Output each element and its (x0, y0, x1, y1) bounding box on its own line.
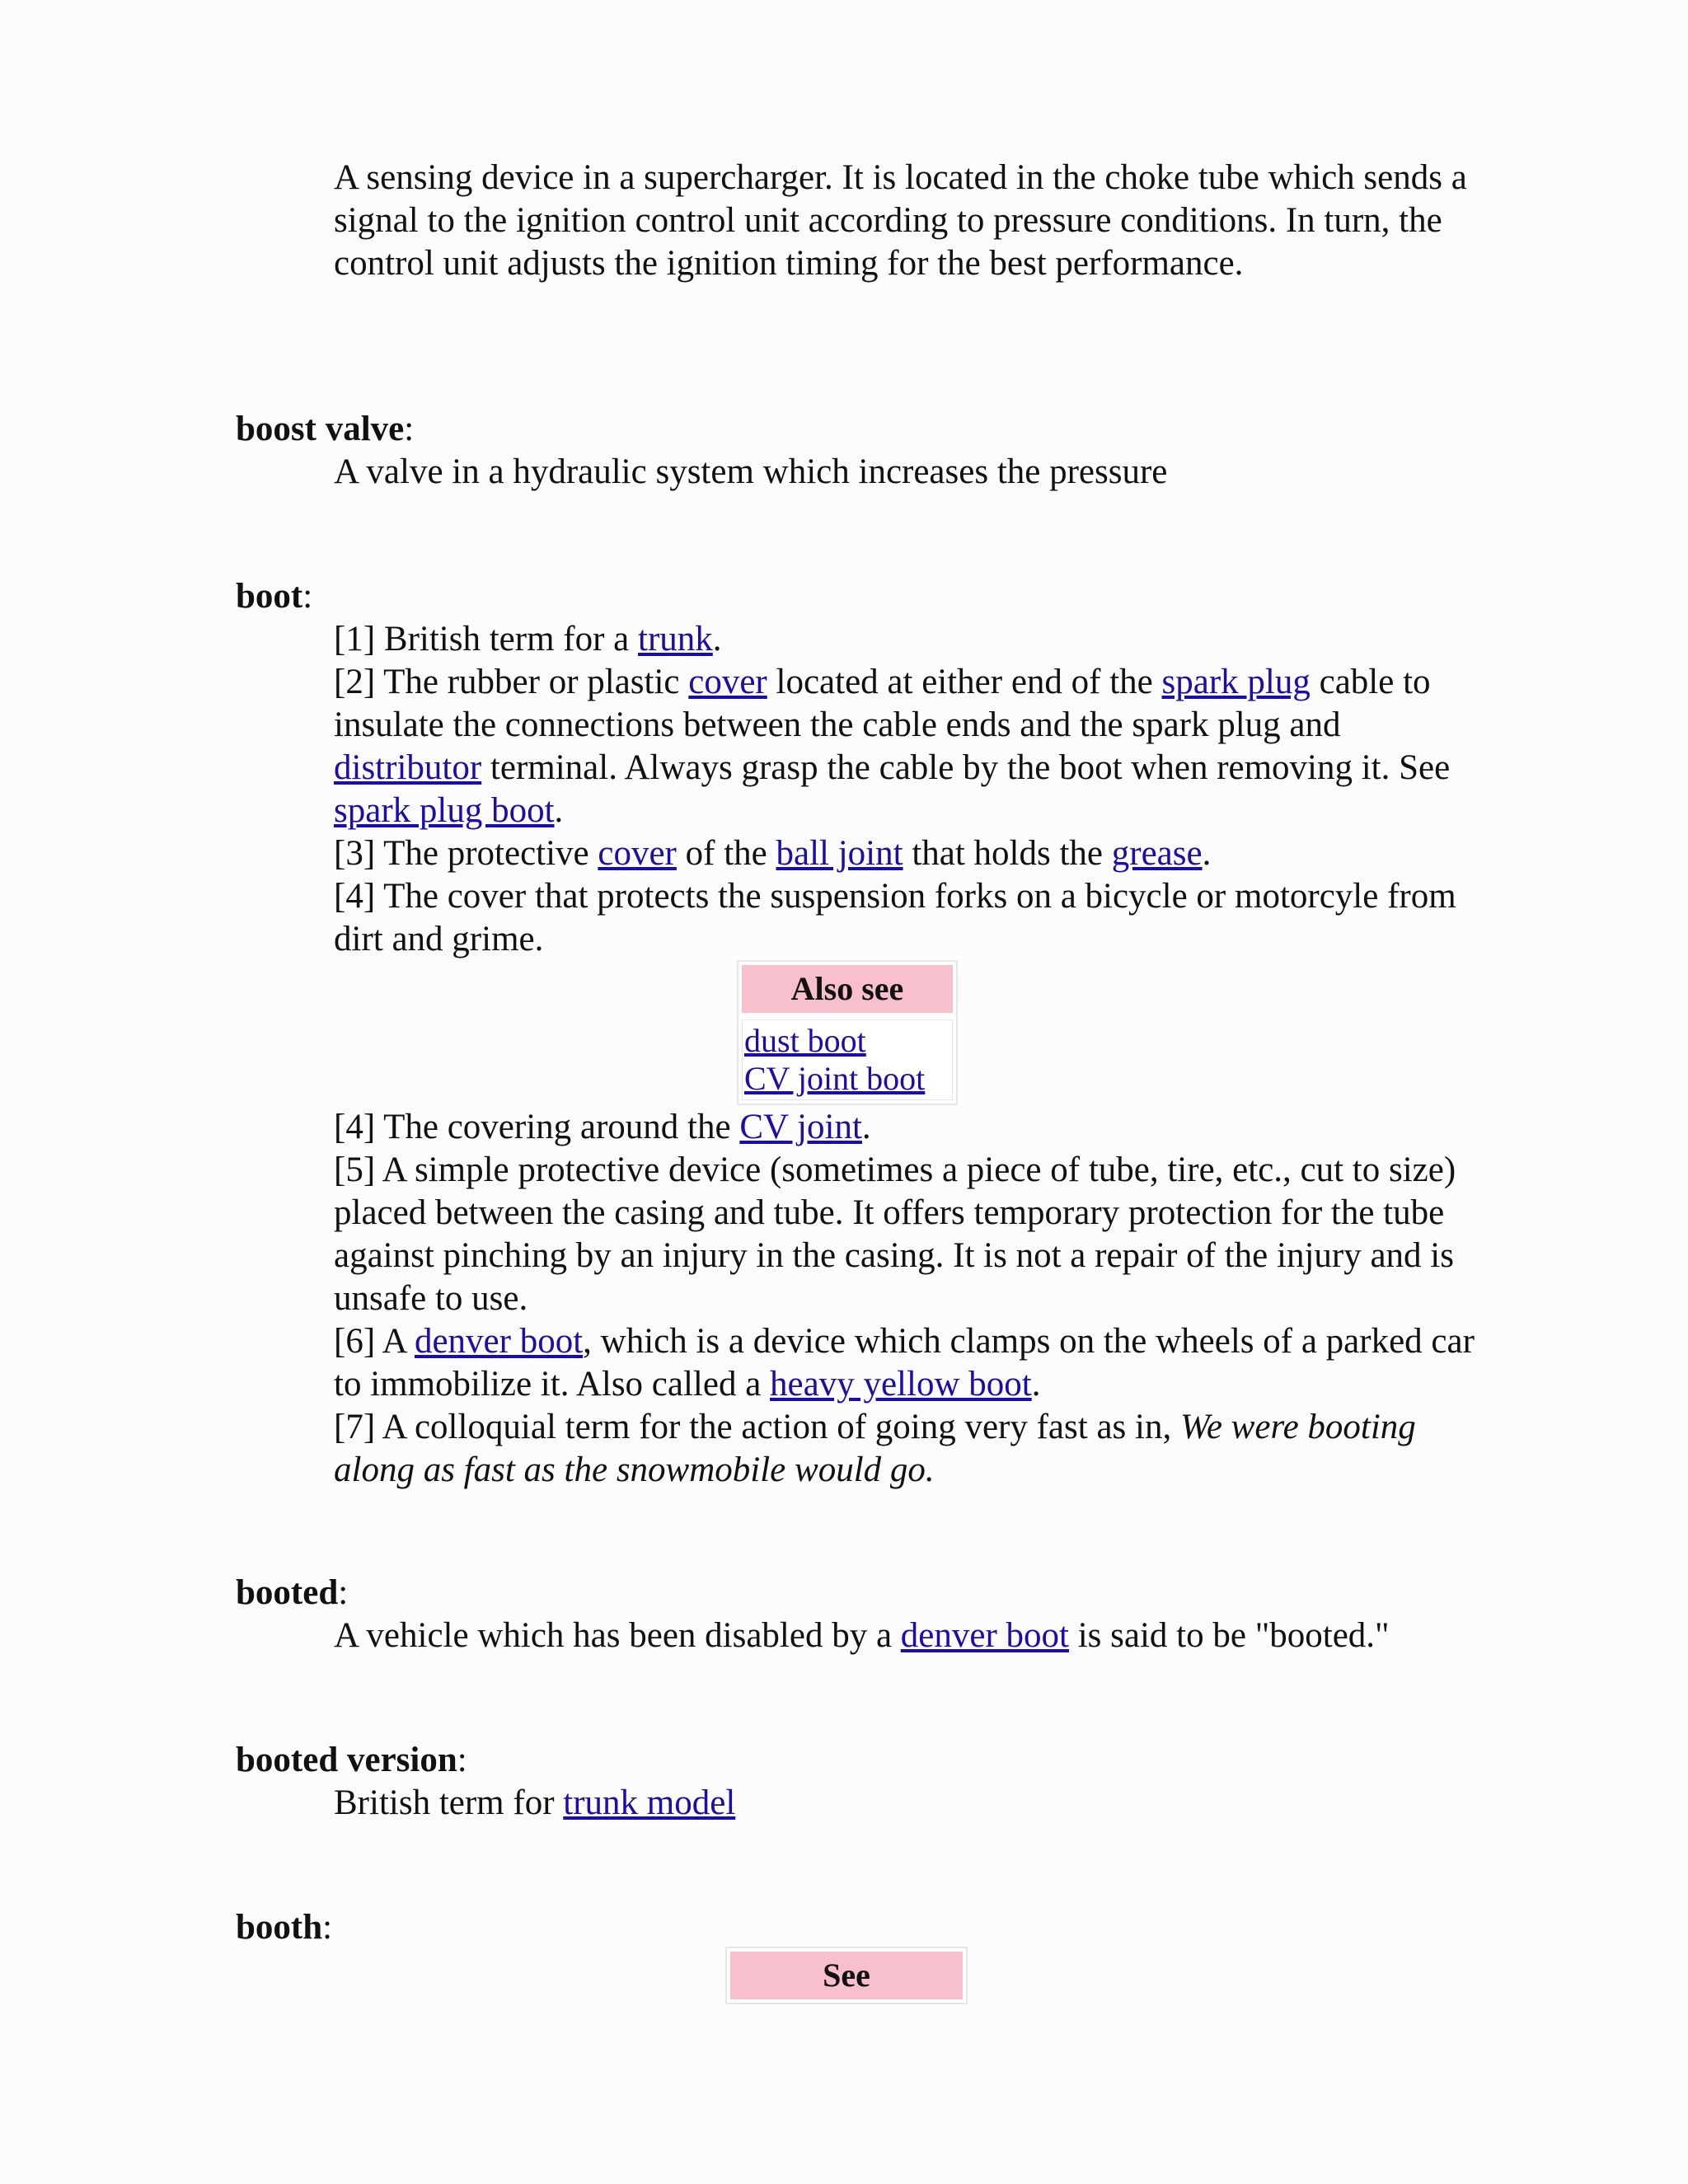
link-cover[interactable]: cover (688, 663, 767, 701)
boot-sense-5: [5] A simple protective device (sometimes a piece of tube, tire, etc., cut to size) placed between the casing and tube. It offers temporary protection for the tube against pinching by an injury in the casing. It is not a repair of the injury and is unsafe to use. (334, 1151, 1456, 1318)
link-trunk[interactable]: trunk (638, 620, 713, 658)
link-distributor[interactable]: distributor (334, 748, 482, 787)
boot-sense-6: [6] A denver boot, which is a device which clamps on the wheels of a parked car to immobilize it. Also called a heavy yellow boot. (334, 1322, 1475, 1404)
boot-sense-4: [4] The cover that protects the suspension forks on a bicycle or motorcyle from dirt and grime. (334, 877, 1456, 958)
boot-sense-3: [3] The protective cover of the ball joint that holds the grease. (334, 834, 1212, 873)
definition-boost-valve: A valve in a hydraulic system which increases the pressure (334, 452, 1168, 491)
term-booted-version: booted version: (236, 1741, 467, 1779)
definition-booted-version: British term for trunk model (334, 1783, 736, 1822)
link-cv-joint[interactable]: CV joint (739, 1108, 862, 1146)
see-title: See (730, 1952, 963, 1999)
boot-sense-7: [7] A colloquial term for the action of going very fast as in, We were booting along as fast as the snowmobile would go. (334, 1408, 1416, 1489)
boot-sense-1: [1] British term for a trunk. (334, 620, 722, 658)
definition-boot (334, 618, 1488, 961)
term-boot: boot: (236, 577, 313, 616)
link-cover-2[interactable]: cover (598, 834, 677, 873)
link-denver-boot-2[interactable]: denver boot (900, 1616, 1069, 1655)
link-denver-boot[interactable]: denver boot (414, 1322, 584, 1361)
link-spark-plug-boot[interactable]: spark plug boot (334, 791, 555, 830)
boot-sense-2: [2] The rubber or plastic cover located at either end of the spark plug cable to insulate the connections between the cable ends and the spark plug and distributor terminal. Always grasp the cable by the boot when removing it. See spark plug boot. (334, 663, 1451, 830)
also-see-links (742, 1019, 953, 1100)
link-trunk-model[interactable]: trunk model (563, 1783, 736, 1822)
link-heavy-yellow-boot[interactable]: heavy yellow boot (770, 1365, 1032, 1404)
link-cv-joint-boot[interactable]: CV joint boot (744, 1060, 926, 1097)
link-grease[interactable]: grease (1111, 834, 1203, 873)
boot-sense-4b: [4] The covering around the CV joint. (334, 1108, 871, 1146)
see-box (725, 1947, 968, 2004)
term-booth: booth: (236, 1908, 333, 1947)
also-see-title: Also see (742, 965, 953, 1013)
link-dust-boot[interactable]: dust boot (744, 1022, 866, 1059)
term-booted: booted: (236, 1573, 349, 1612)
definition-booted: A vehicle which has been disabled by a denver boot is said to be "booted." (334, 1616, 1390, 1655)
definition-boot-continued (334, 1106, 1488, 1492)
term-boost-valve: boost valve: (236, 410, 415, 448)
also-see-box (737, 960, 958, 1105)
link-spark-plug[interactable]: spark plug (1161, 663, 1311, 701)
definition-supercharger-sensor: A sensing device in a supercharger. It is located in the choke tube which sends a signal to the ignition control unit according to pressure conditions. In turn, the control unit adjusts the ignition timing for the best performance. (334, 158, 1467, 283)
link-ball-joint[interactable]: ball joint (776, 834, 903, 873)
